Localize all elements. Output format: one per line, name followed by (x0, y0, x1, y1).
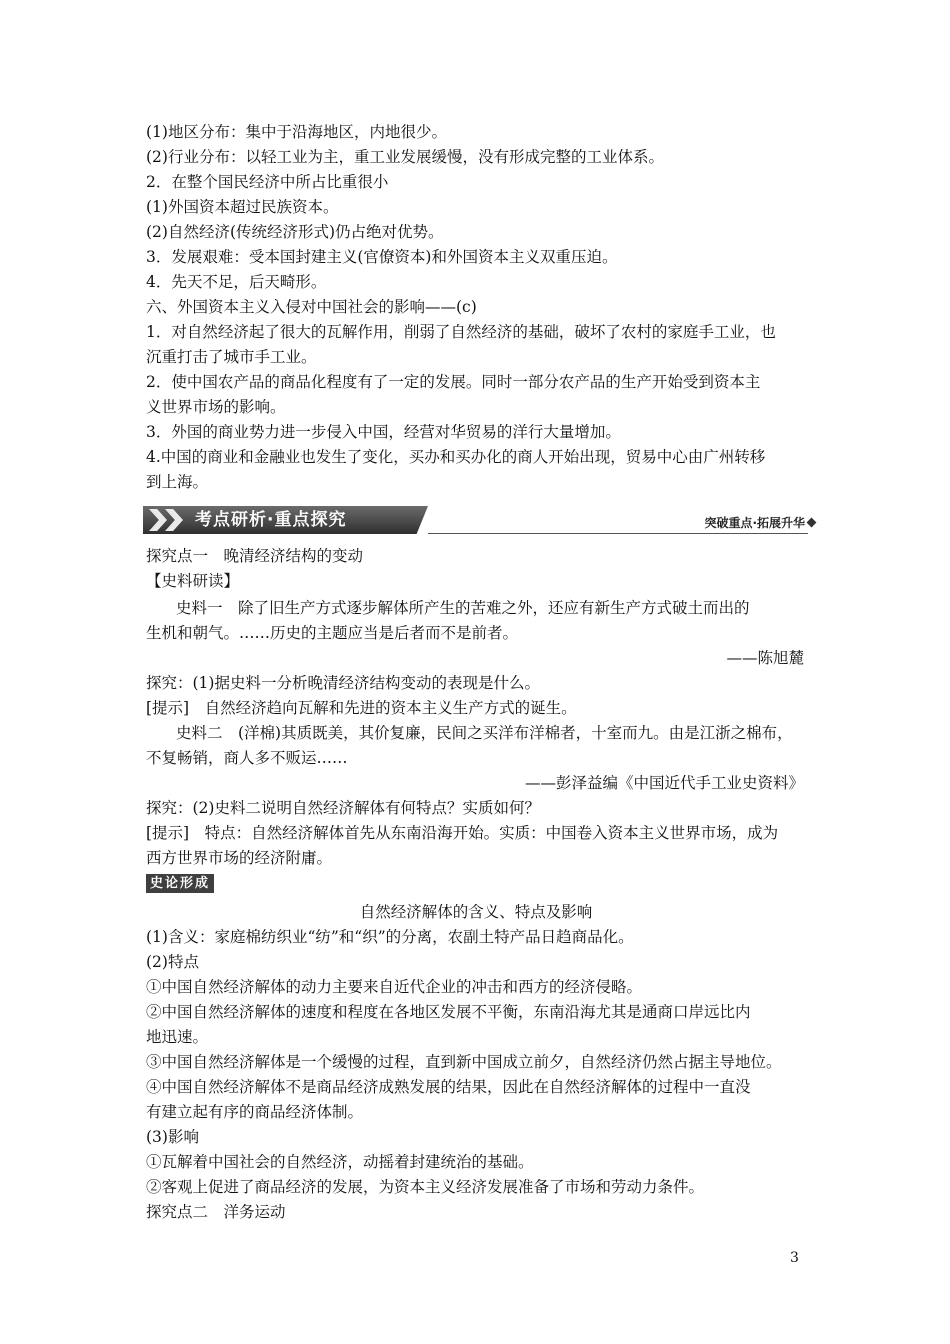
text-line: 义世界市场的影响。 (146, 398, 286, 416)
diamond-icon (807, 518, 817, 528)
banner-subtitle: 突破重点·拓展升华 (704, 516, 805, 530)
text-line: 探究：(2)史料二说明自然经济解体有何特点？实质如何？ (146, 799, 540, 817)
subsection-label: 【史料研读】 (146, 572, 240, 590)
source-attribution: ——陈旭麓 (726, 649, 804, 667)
text-line: ②中国自然经济解体的速度和程度在各地区发展不平衡，东南沿海尤其是通商口岸远比内 (146, 1003, 751, 1021)
text-line: 不复畅销，商人多不贩运…… (146, 749, 348, 767)
text-line: (1)地区分布：集中于沿海地区，内地很少。 (146, 123, 447, 141)
text-line: 2．在整个国民经济中所占比重很小 (146, 173, 389, 191)
text-line: 2．使中国农产品的商品化程度有了一定的发展。同时一部分农产品的生产开始受到资本主 (146, 373, 761, 391)
text-line: 沉重打击了城市手工业。 (146, 348, 317, 366)
text-line: (1)含义：家庭棉纺织业“纺”和“织”的分离，农副土特产品日趋商品化。 (146, 928, 634, 946)
explore-heading: 探究点二 洋务运动 (146, 1203, 286, 1221)
text-line: ①瓦解着中国社会的自然经济，动摇着封建统治的基础。 (146, 1153, 534, 1171)
centered-heading: 自然经济解体的含义、特点及影响 (359, 903, 593, 921)
text-line: 4．先天不足，后天畸形。 (146, 273, 327, 291)
section-banner (143, 506, 811, 536)
text-line: 3．发展艰难：受本国封建主义(官僚资本)和外国资本主义双重压迫。 (146, 248, 618, 266)
text-line: 生机和朝气。……历史的主题应当是后者而不是前者。 (146, 624, 519, 642)
section-tag: 史论形成 (146, 874, 214, 893)
text-line: 地迅速。 (146, 1028, 209, 1046)
text-line: [提示] 特点：自然经济解体首先从东南沿海开始。实质：中国卷入资本主义世界市场，成为 (146, 824, 779, 842)
text-line: (2)行业分布：以轻工业为主，重工业发展缓慢，没有形成完整的工业体系。 (146, 148, 664, 166)
text-line: ①中国自然经济解体的动力主要来自近代企业的冲击和西方的经济侵略。 (146, 978, 643, 996)
text-line: 有建立起有序的商品经济体制。 (146, 1103, 364, 1121)
text-line: [提示] 自然经济趋向瓦解和先进的资本主义生产方式的诞生。 (146, 699, 577, 717)
text-line: 到上海。 (146, 473, 209, 491)
text-line: ④中国自然经济解体不是商品经济成熟发展的结果，因此在自然经济解体的过程中一直没 (146, 1078, 751, 1096)
text-line: ②客观上促进了商品经济的发展，为资本主义经济发展准备了市场和劳动力条件。 (146, 1178, 705, 1196)
text-line: 4.中国的商业和金融业也发生了变化，买办和买办化的商人开始出现，贸易中心由广州转移 (146, 448, 766, 466)
page-number: 3 (790, 1250, 799, 1266)
banner-rule (428, 533, 808, 534)
text-line: ③中国自然经济解体是一个缓慢的过程，直到新中国成立前夕，自然经济仍然占据主导地位。 (146, 1053, 782, 1071)
text-line: (2)自然经济(传统经济形式)仍占绝对优势。 (146, 223, 444, 241)
text-line: 探究：(1)据史料一分析晚清经济结构变动的表现是什么。 (146, 674, 540, 692)
text-line: (2)特点 (146, 953, 199, 971)
text-line: (3)影响 (146, 1128, 199, 1146)
banner-title: 考点研析·重点探究 (195, 510, 347, 530)
text-line: 3．外国的商业势力进一步侵入中国，经营对华贸易的洋行大量增加。 (146, 423, 621, 441)
text-line: 1．对自然经济起了很大的瓦解作用，削弱了自然经济的基础，破坏了农村的家庭手工业，也 (146, 323, 776, 341)
section-heading: 六、外国资本主义入侵对中国社会的影响——(c) (146, 298, 477, 316)
source-attribution: ——彭泽益编《中国近代手工业史资料》 (524, 774, 804, 792)
text-line: (1)外国资本超过民族资本。 (146, 198, 339, 216)
text-line: 史料二 (洋棉)其质既美，其价复廉，民间之买洋布洋棉者，十室而九。由是江浙之棉布， (176, 724, 793, 742)
text-line: 史料一 除了旧生产方式逐步解体所产生的苦难之外，还应有新生产方式破土而出的 (176, 599, 750, 617)
text-line: 西方世界市场的经济附庸。 (146, 849, 333, 867)
explore-heading: 探究点一 晚清经济结构的变动 (146, 547, 364, 565)
